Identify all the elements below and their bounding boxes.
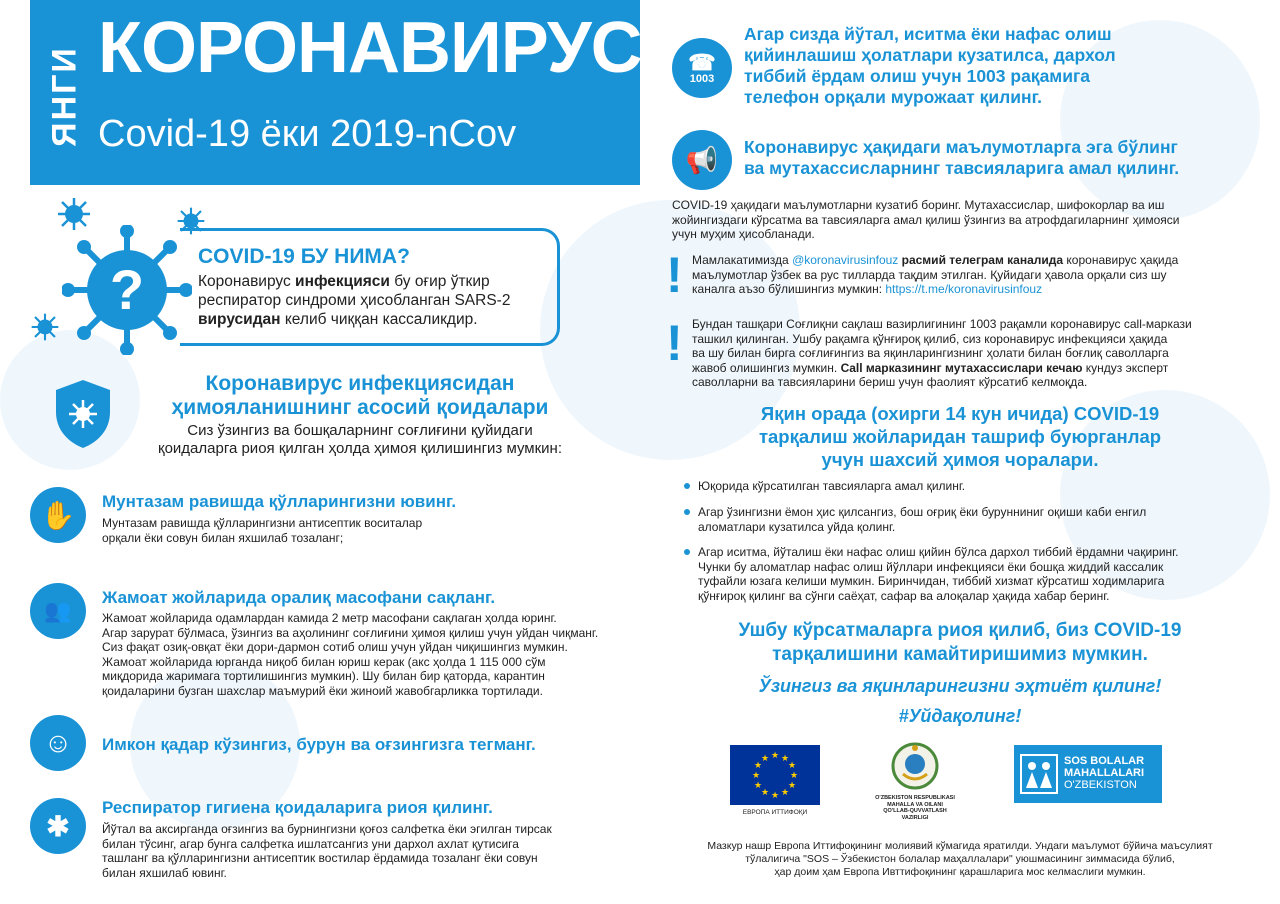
svg-text:?: ?	[109, 258, 145, 321]
rule-1-text: Мунтазам равишда қўлларингизни антисептик воситалар орқали ёки совун билан яхшилаб тозаланг;	[102, 516, 423, 545]
closing-statement: Ушбу кўрсатмаларга риоя қилиб, биз COVID-19 тарқалишини камайтиришимиз мумкин.	[738, 620, 1182, 665]
sos-name: SOS BOLALAR MAHALLALARI O'ZBEKISTON	[1064, 755, 1145, 791]
new-label: ЯНГИ	[45, 46, 84, 147]
virus-icon	[30, 312, 60, 342]
ministry-caption: O'ZBEKISTON RESPUBLIKASI MAHALLA VA OILANI QO'LLAB-QUVVATLASH VAZIRLIGI	[875, 795, 955, 821]
eu-flag-logo	[730, 745, 820, 805]
svg-text:★: ★	[780, 754, 790, 764]
rule-4-text: Йўтал ва аксирганда оғзингиз ва бурнингизни қоғоз салфетка ёки эгилган тирсак билан тўсинг, агар бунга салфетка ишлатсангиз уни дархол ахлат қутисига ташланг ва қўлларингизни антисептик востилар ёрдамида тозаланг ёки совун билан яхшилаб ювинг.	[102, 822, 552, 880]
info-notice: Коронавирус ҳақидаги маълумотларга эга бўлинг ва мутахассисларнинг тавсияларига амал қилинг.	[744, 137, 1180, 178]
hand-wash-icon: ✋	[30, 487, 86, 543]
info-paragraph-2: Мамлакатимизда @koronavirusinfouz расмий телеграм каналида коронавирус ҳақида маълумотлар ўзбек ва рус тилларда тақдим этилган. Қуйидаги ҳавола орқали сиз шу каналга аъзо бўлишингиз мумкин: https://t.me/koronavirusinfouz	[692, 253, 1179, 296]
svg-text:★: ★	[787, 781, 797, 791]
rules-title: Коронавирус инфекциясидан ҳимояланишнинг асосий қоидалари	[171, 372, 549, 419]
no-touch-face-icon: ☺	[30, 715, 86, 771]
svg-text:★: ★	[751, 771, 761, 781]
rule-3-title: Имкон қадар кўзингиз, бурун ва оғзингизга тегманг.	[102, 735, 536, 754]
call-notice: Агар сизда йўтал, иситма ёки нафас олиш қийинлашиш ҳолатлари кузатилса, дархол тиббий ёрдам олиш учун 1003 рақамига телефон орқали мурожаат қилинг.	[744, 24, 1116, 107]
svg-text:★: ★	[780, 788, 790, 798]
info-paragraph-1: COVID-19 ҳақидаги маълумотларни кузатиб боринг. Мутахассислар, шифокорлар ва иш жойингиздаги кўрсатма ва тавсияларга амал қилиш ўзингиз ва атрофдагиларнинг ҳимояси учун муҳим ҳисобланади.	[672, 198, 1180, 241]
travel-heading: Яқин орада (охирги 14 кун ичида) COVID-19 тарқалиш жойларидан ташриф буюрганлар учун шахсий ҳимоя чоралари.	[758, 403, 1162, 470]
svg-text:★: ★	[789, 771, 799, 781]
exclamation-icon: !	[666, 247, 683, 303]
rules-intro: Сиз ўзингиз ва бошқаларнинг соғлиғини қуйидаги қоидаларга риоя қилган ҳолда ҳимоя қилишингиз мумкин:	[158, 422, 562, 457]
svg-text:★: ★	[760, 754, 770, 764]
phone-icon: ☎ 1003	[672, 38, 732, 98]
svg-text:★: ★	[770, 751, 780, 761]
sneeze-icon: ✱	[30, 798, 86, 854]
sos-logo	[1014, 745, 1162, 803]
rule-2-title: Жамоат жойларида оралиқ масофани сақланг.	[102, 588, 496, 607]
eu-caption: ЕВРОПА ИТТИФОҚИ	[742, 809, 808, 816]
slogan: Ўзингиз ва яқинларингизни эҳтиёт қилинг!	[758, 676, 1162, 696]
state-emblem-logo	[890, 740, 940, 792]
exclamation-icon: !	[666, 315, 683, 371]
svg-text:★: ★	[770, 791, 780, 801]
definition-text: Коронавирус инфекцияси бу оғир ўткир респиратор синдроми ҳисобланган SARS-2 вирусидан келиб чиққан кассаликдир.	[198, 273, 511, 328]
rule-1-title: Мунтазам равишда қўлларингизни ювинг.	[102, 492, 457, 511]
telegram-url-link[interactable]: https://t.me/koronavirusinfouz	[885, 282, 1043, 296]
footer-disclaimer: Мазкур нашр Европа Иттифоқининг молиявий кўмагида яратилди. Ундаги маълумот бўйича маъсулият тўлалигича "SOS – Ўзбекистон болалар маҳаллалари" уюшмасининг зиммасида бўлиб, ҳар доим ҳам Европа Ивттифоқининг қарашларига мос келмаслиги мумкин.	[707, 840, 1213, 878]
page-title: КОРОНАВИРУС	[98, 8, 642, 88]
megaphone-icon: 📢	[672, 130, 732, 190]
page-subtitle: Covid-19 ёки 2019-nCov	[98, 113, 517, 155]
rule-4-title: Респиратор гигиена қоидаларига риоя қилинг.	[102, 798, 493, 817]
distance-people-icon: 👥	[30, 583, 86, 639]
hashtag: #Уйдақолинг!	[898, 706, 1022, 726]
svg-text:★: ★	[787, 761, 797, 771]
svg-text:★: ★	[753, 781, 763, 791]
telegram-channel-link[interactable]: @koronavirusinfouz	[792, 253, 899, 267]
svg-text:★: ★	[760, 788, 770, 798]
bullet-icon	[684, 483, 690, 489]
sos-family-icon	[1020, 754, 1058, 794]
virus-question-icon	[62, 225, 192, 355]
bullet-1: Юқорида кўрсатилган тавсияларга амал қилинг.	[698, 479, 966, 493]
bullet-2: Агар ўзингизни ёмон ҳис қилсангиз, бош оғриқ ёки бурунниниг оқиши каби енгил аломатлари кузатилса уйда қолинг.	[698, 505, 1147, 534]
bullet-icon	[684, 509, 690, 515]
rule-2-text: Жамоат жойларида одамлардан камида 2 метр масофани сақлаган ҳолда юринг. Агар зарурат бўлмаса, ўзингиз ва аҳолининг соғлиғини ҳимоя қилиш учун уйдан чиқманг. Сиз фақат озиқ-овқат ёки дори-дармон сотиб олиш учун уйдан чиқишингиз мумкин. Жамоат жойларида юрганда ниқоб билан юриш керак (акс ҳолда 1 115 000 сўм миқдорида жаримага тортилишингиз мумкин). Шу билан бир қаторда, карантин қоидаларини бузган шахслар маъмурий ёки жиноий жавобгарликка тортилади.	[102, 611, 599, 698]
bullet-3: Агар иситма, йўталиш ёки нафас олиш қийин бўлса дархол тиббий ёрдамни чақиринг. Чунки бу аломатлар нафас олиш йўллари инфекцияси ёки бошқа жиддий кассалик туфайли юзага келиши мумкин. Биринчидан, тиббий хизмат кўрсатиш ходимларига қўнғироқ қилинг ва сўнги саёҳат, сафар ва алоқалар ҳақида хабар беринг.	[698, 545, 1179, 603]
bullet-icon	[684, 549, 690, 555]
svg-text:★: ★	[753, 761, 763, 771]
header-banner	[30, 0, 640, 185]
info-paragraph-3: Бундан ташқари Соғлиқни сақлаш вазирлигининг 1003 рақамли коронавирус call-маркази ташкил қилинган. Ушбу рақамга қўнғироқ қилиб, сиз коронавирус инфекцияси ҳақида ва шу билан бирга соғлиғингиз ва яқинларингизнинг ҳолати билан боғлиқ саволларга жавоб олишингиз мумкин. Call марказининг мутахассислари кечаю кундуз эксперт саволларни ва тавсияларини бериш учун фаолият кўрсатиб келмоқда.	[692, 317, 1192, 389]
definition-title: COVID-19 БУ НИМА?	[198, 245, 410, 268]
